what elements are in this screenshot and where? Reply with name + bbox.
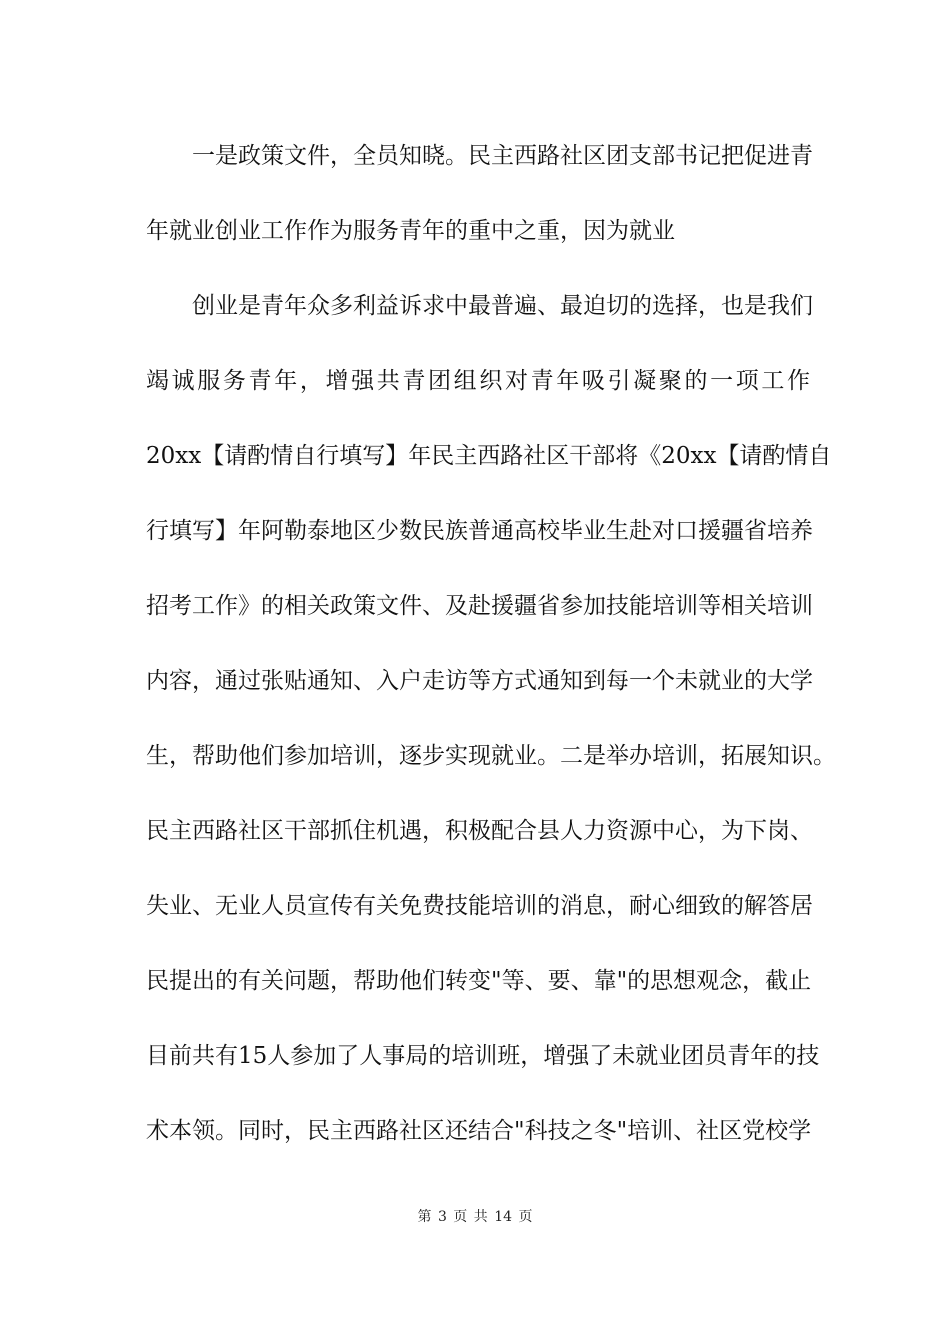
text-line-7: 招考工作》的相关政策文件、及赴援疆省参加技能培训等相关培训 xyxy=(146,593,813,619)
text-line-8: 内容，通过张贴通知、入户走访等方式通知到每一个未就业的大学 xyxy=(146,668,813,694)
text-line-14: 术本领。同时，民主西路社区还结合"科技之冬"培训、社区党校学 xyxy=(146,1118,812,1144)
text-line-6: 行填写】年阿勒泰地区少数民族普通高校毕业生赴对口援疆省培养 xyxy=(146,518,813,544)
text-line-1: 一是政策文件，全员知晓。民主西路社区团支部书记把促进青 xyxy=(192,143,813,169)
text-line-5: 20xx【请酌情自行填写】年民主西路社区干部将《20xx【请酌情自 xyxy=(146,443,832,469)
text-line-9: 生，帮助他们参加培训，逐步实现就业。二是举办培训，拓展知识。 xyxy=(146,743,836,769)
text-line-3: 创业是青年众多利益诉求中最普遍、最迫切的选择，也是我们 xyxy=(192,293,813,319)
text-line-4: 竭诚服务青年，增强共青团组织对青年吸引凝聚的一项工作 xyxy=(146,368,810,394)
text-line-13: 目前共有15人参加了人事局的培训班，增强了未就业团员青年的技 xyxy=(146,1043,820,1069)
text-line-2: 年就业创业工作作为服务青年的重中之重，因为就业 xyxy=(146,218,675,244)
text-line-10: 民主西路社区干部抓住机遇，积极配合县人力资源中心，为下岗、 xyxy=(146,818,813,844)
page-number-footer: 第 3 页 共 14 页 xyxy=(417,1209,533,1225)
text-line-12: 民提出的有关问题，帮助他们转变"等、要、靠"的思想观念，截止 xyxy=(146,968,812,994)
text-line-11: 失业、无业人员宣传有关免费技能培训的消息，耐心细致的解答居 xyxy=(146,893,813,919)
